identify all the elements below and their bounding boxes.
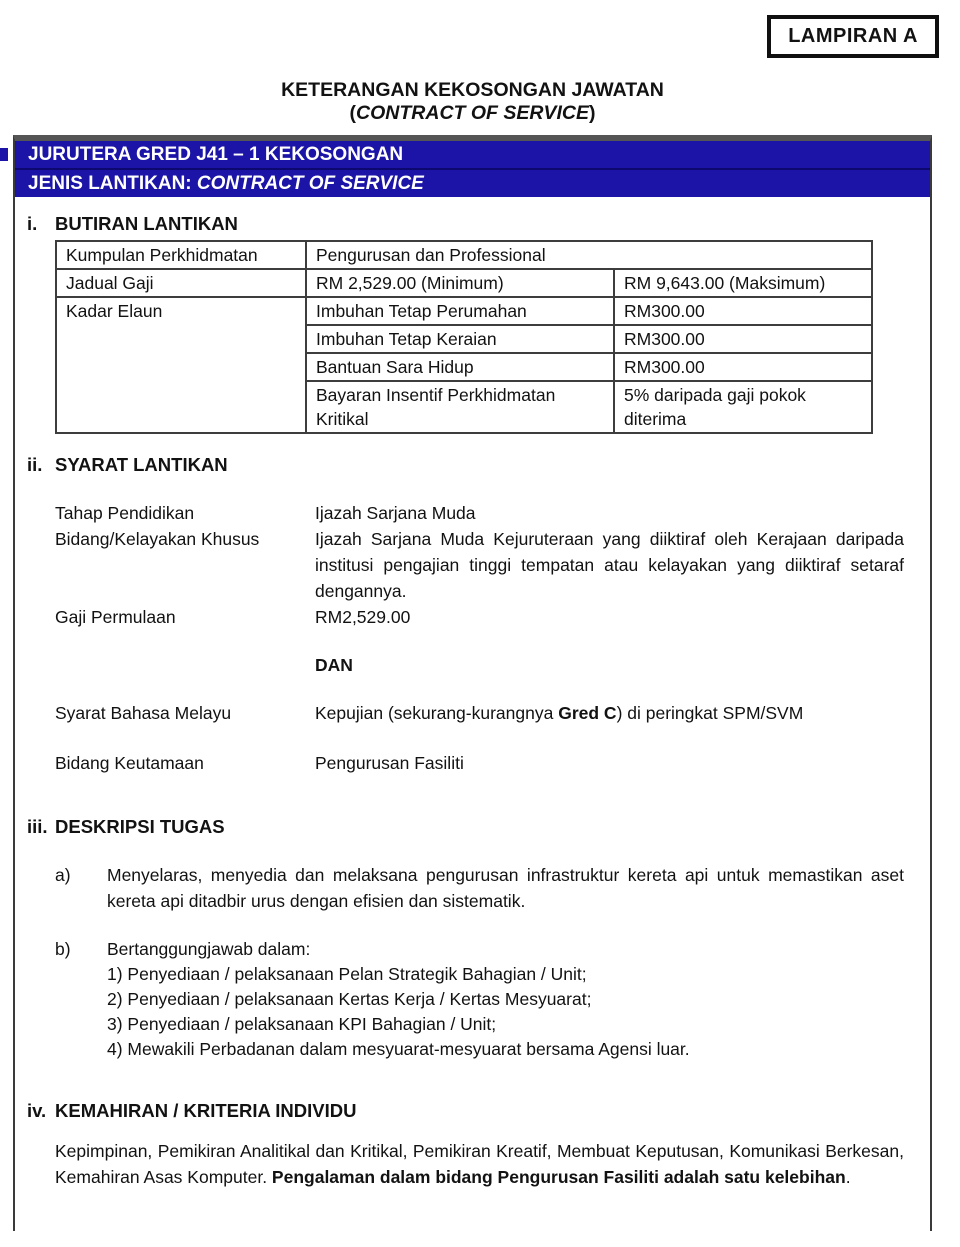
lampiran-badge: LAMPIRAN A [767,15,939,58]
label-bidang-kelayakan: Bidang/Kelayakan Khusus [55,529,260,549]
title-paren-open: ( [349,102,357,124]
title-italic-text: CONTRACT OF SERVICE [356,102,589,124]
title-paren-close: ) [588,102,596,124]
bahasa-gred: Gred C [558,703,617,723]
scan-artifact-mark [0,148,8,161]
cell-elaun-3-value: RM300.00 [614,353,872,381]
table-row-kumpulan [56,241,872,269]
table-row-elaun-1 [56,297,872,325]
section-iii-heading [27,816,904,838]
task-b-text: Bertanggungjawab dalam: [107,939,311,959]
sublist-item-1: 1) Penyediaan / pelaksanaan Pelan Strategik Bahagian / Unit; [107,964,587,984]
task-a-marker: a) [55,865,71,885]
section-i-number: i. [27,213,38,234]
row-bidang-keutamaan [55,750,904,776]
cell-elaun-4-value: 5% daripada gaji pokok diterima [614,381,872,433]
value-syarat-bahasa [315,700,904,726]
section-i-heading [27,213,904,235]
section-ii-number: ii. [27,454,43,475]
bahasa-prefix: Kepujian (sekurang-kurangnya [315,703,559,723]
section-ii-heading [27,454,904,476]
banner-job-type [15,170,930,197]
cell-kumpulan-value: Pengurusan dan Professional [306,241,872,269]
value-bidang-kelayakan: Ijazah Sarjana Muda Kejuruteraan yang diiktiraf oleh Kerajaan daripada institusi pengajian tinggi tempatan atau kelayakan yang diiktiraf setaraf dengannya. [315,529,904,601]
label-tahap-pendidikan: Tahap Pendidikan [55,503,195,523]
section-i-title: BUTIRAN LANTIKAN [55,213,238,234]
cell-elaun-2-name: Imbuhan Tetap Keraian [306,325,614,353]
butiran-lantikan-table [55,240,873,434]
cell-elaun-2-value: RM300.00 [614,325,872,353]
row-bidang-kelayakan [55,526,904,604]
sublist-item-2: 2) Penyediaan / pelaksanaan Kertas Kerja / Kertas Mesyuarat; [107,989,592,1009]
section-iii-number: iii. [27,816,48,837]
banner-type-label: JENIS LANTIKAN: [28,173,197,194]
task-b-sublist [107,962,904,1062]
section-iv-title: KEMAHIRAN / KRITERIA INDIVIDU [55,1100,357,1121]
table-row-jadual-gaji [56,269,872,297]
cell-jadual-label: Jadual Gaji [56,269,306,297]
task-item-b [55,936,904,962]
cell-kadar-elaun-label: Kadar Elaun [56,297,306,433]
page-frame [13,135,932,1231]
banner-job-title: JURUTERA GRED J41 – 1 KEKOSONGAN [15,141,930,170]
bahasa-suffix: ) di peringkat SPM/SVM [616,703,804,723]
value-tahap-pendidikan: Ijazah Sarjana Muda [315,503,476,523]
label-bidang-keutamaan: Bidang Keutamaan [55,753,204,773]
value-gaji-permulaan: RM2,529.00 [315,607,411,627]
section-iv-heading [27,1100,904,1122]
dan-connector: DAN [315,655,353,675]
row-syarat-bahasa [55,700,904,726]
cell-elaun-1-value: RM300.00 [614,297,872,325]
task-item-a [55,862,904,914]
section-iii-title: DESKRIPSI TUGAS [55,816,225,837]
cell-gaji-maksimum: RM 9,643.00 (Maksimum) [614,269,872,297]
kemahiran-paragraph [55,1138,904,1190]
kemahiran-text-bold: Pengalaman dalam bidang Pengurusan Fasiliti adalah satu kelebihan [271,1167,846,1187]
section-iv-number: iv. [27,1100,47,1121]
label-gaji-permulaan: Gaji Permulaan [55,607,176,627]
section-ii-title: SYARAT LANTIKAN [55,454,228,475]
banner-type-italic: CONTRACT OF SERVICE [196,173,424,194]
title-line-2 [13,102,932,125]
kemahiran-text-normal: Kepimpinan, Pemikiran Analitikal dan Kritikal, Pemikiran Kreatif, Membuat Keputusan, Komunikasi Berkesan, Kemahiran Asas Komputer. [55,1141,904,1187]
cell-elaun-3-name: Bantuan Sara Hidup [306,353,614,381]
job-banner [15,141,930,197]
value-bidang-keutamaan: Pengurusan Fasiliti [315,753,464,773]
label-syarat-bahasa: Syarat Bahasa Melayu [55,703,232,723]
document-content [15,197,930,1220]
task-b-marker: b) [55,939,71,959]
sublist-item-4: 4) Mewakili Perbadanan dalam mesyuarat-mesyuarat bersama Agensi luar. [107,1039,690,1059]
cell-elaun-4-name: Bayaran Insentif Perkhidmatan Kritikal [306,381,614,433]
cell-kumpulan-label: Kumpulan Perkhidmatan [56,241,306,269]
sublist-item-3: 3) Penyediaan / pelaksanaan KPI Bahagian / Unit; [107,1014,497,1034]
row-gaji-permulaan [55,604,904,630]
row-tahap-pendidikan [55,500,904,526]
title-line-1: KETERANGAN KEKOSONGAN JAWATAN [281,79,664,101]
kemahiran-text-end: . [845,1167,851,1187]
cell-gaji-minimum: RM 2,529.00 (Minimum) [306,269,614,297]
task-a-text: Menyelaras, menyedia dan melaksana pengurusan infrastruktur kereta api untuk memastikan aset kereta api ditadbir urus dengan efisien dan sistematik. [107,865,904,911]
cell-elaun-1-name: Imbuhan Tetap Perumahan [306,297,614,325]
